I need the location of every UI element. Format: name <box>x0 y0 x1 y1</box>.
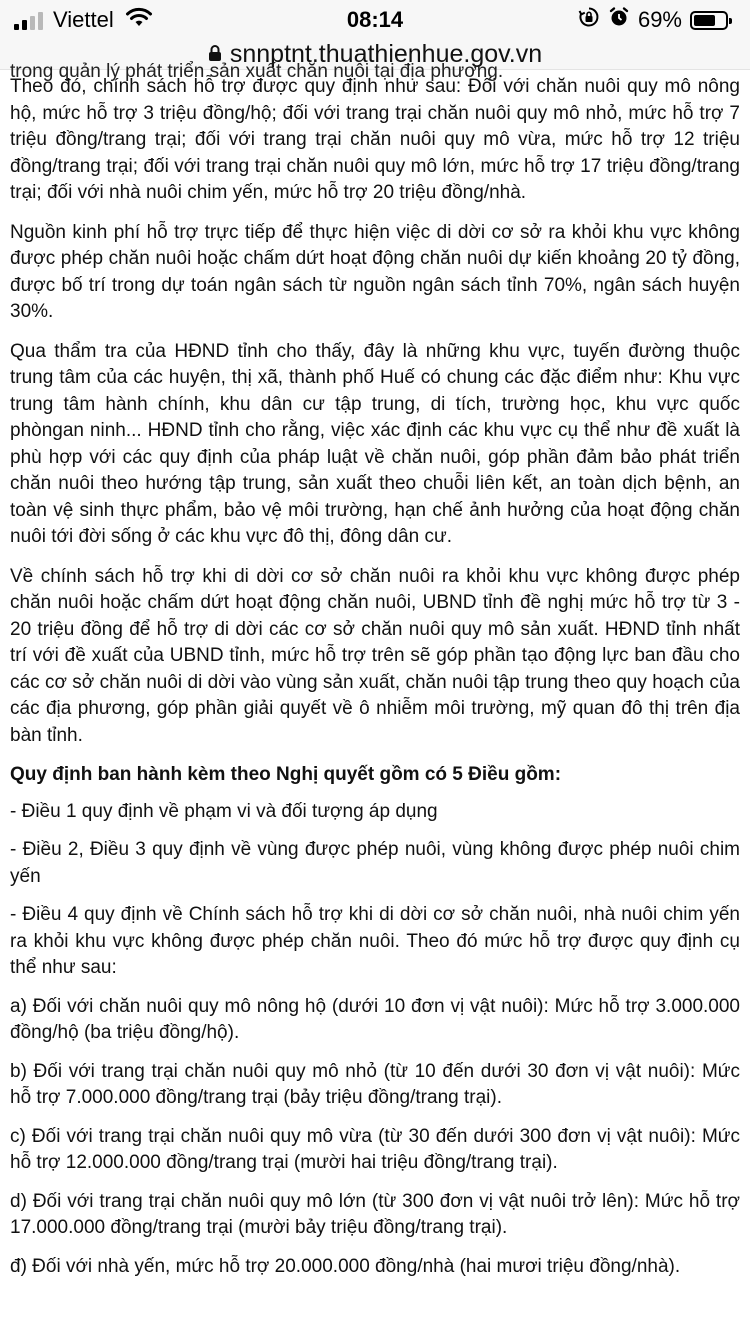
list-item: a) Đối với chăn nuôi quy mô nông hộ (dưới 10 đơn vị vật nuôi): Mức hỗ trợ 3.000.000 đồng/hộ (ba triệu đồng/hộ). <box>10 995 740 1043</box>
article-content <box>0 61 750 1334</box>
list-item: c) Đối với trang trại chăn nuôi quy mô vừa (từ 30 đến dưới 300 đơn vị vật nuôi): Mức hỗ trợ 12.000.000 đồng/trang trại (mười hai triệu đồng/trang trại). <box>10 1125 740 1173</box>
battery-percent: 69% <box>637 7 682 32</box>
rotation-lock-icon <box>578 6 600 34</box>
list-item: d) Đối với trang trại chăn nuôi quy mô lớn (từ 300 đơn vị vật nuôi trở lên): Mức hỗ trợ 17.000.000 đồng/trang trại (mười bảy triệu đồng/trang trại). <box>10 1190 740 1238</box>
list-item: - Điều 1 quy định về phạm vi và đối tượng áp dụng <box>10 800 438 822</box>
status-right <box>578 6 728 34</box>
url-text[interactable]: snnptnt.thuathienhue.gov.vn <box>229 40 543 68</box>
alarm-icon <box>608 6 630 34</box>
article-paragraph: Nguồn kinh phí hỗ trợ trực tiếp để thực hiện việc di dời cơ sở ra khỏi khu vực không được phép chăn nuôi hoặc chấm dứt hoạt động chăn nuôi dự kiến khoảng 20 tỷ đồng, được bố trí trong dự toán ngân sách từ nguồn ngân sách tỉnh 70%, ngân sách huyện 30%. <box>10 221 740 322</box>
battery-level <box>694 15 715 26</box>
list-item: đ) Đối với nhà yến, mức hỗ trợ 20.000.000 đồng/nhà (hai mươi triệu đồng/nhà). <box>10 1255 681 1277</box>
status-clock: 08:14 <box>346 7 404 32</box>
truncated-line-text: trong quản lý phát triển sản xuất chăn nuôi tại địa phương. <box>10 61 504 82</box>
status-bar <box>0 0 750 40</box>
battery-icon <box>690 11 728 30</box>
truncated-line <box>10 60 740 82</box>
carrier-name: Viettel <box>53 7 114 32</box>
article-paragraph: Theo đó, chính sách hỗ trợ được quy định như sau: Đối với chăn nuôi quy mô nông hộ, mức hỗ trợ 3 triệu đồng/hộ; đối với trang trại chăn nuôi quy mô nhỏ, mức hỗ trợ 7 triệu đồng/trang trại; đối với trang trại chăn nuôi quy mô vừa, mức hỗ trợ 12 triệu đồng/trang trại; đối với trang trại chăn nuôi quy mô lớn, mức hỗ trợ 17 triệu đồng/trang trại; đối với nhà nuôi chim yến, mức hỗ trợ 20 triệu đồng/nhà. <box>10 76 740 203</box>
article-paragraph: Về chính sách hỗ trợ khi di dời cơ sở chăn nuôi ra khỏi khu vực không được phép chăn nuôi hoặc chấm dứt hoạt động chăn nuôi, UBND tỉnh đề nghị mức hỗ trợ từ 3 - 20 triệu đồng để hỗ trợ di dời các cơ sở chăn nuôi quy mô sản xuất. HĐND tỉnh nhất trí với đề xuất của UBND tỉnh, mức hỗ trợ trên sẽ góp phần tạo động lực ban đầu cho các cơ sở chăn nuôi di dời vào vùng sản xuất, chăn nuôi tập trung theo quy hoạch của các địa phương, góp phần giải quyết về ô nhiễm môi trường, mỹ quan đô thị trên địa bàn tỉnh. <box>10 565 740 746</box>
list-item: b) Đối với trang trại chăn nuôi quy mô nhỏ (từ 10 đến dưới 30 đơn vị vật nuôi): Mức hỗ trợ 7.000.000 đồng/trang trại (bảy triệu đồng/trang trại). <box>10 1060 740 1108</box>
section-heading: Quy định ban hành kèm theo Nghị quyết gồm có 5 Điều gồm: <box>10 764 562 785</box>
list-item: - Điều 4 quy định về Chính sách hỗ trợ khi di dời cơ sở chăn nuôi, nhà nuôi chim yến ra khỏi khu vực không được phép chăn nuôi. Theo đó mức hỗ trợ được quy định cụ thể như sau: <box>10 904 740 978</box>
list-item: - Điều 2, Điều 3 quy định về vùng được phép nuôi, vùng không được phép nuôi chim yến <box>10 839 740 887</box>
article-paragraph: Qua thẩm tra của HĐND tỉnh cho thấy, đây là những khu vực, tuyến đường thuộc trung tâm của các huyện, thị xã, thành phố Huế có chung các đặc điểm như: Khu vực trung tâm hành chính, khu dân cư tập trung, di tích, trường học, khu vực quốc phòngan ninh... HĐND tỉnh cho rằng, việc xác định các khu vực cụ thể như đề xuất là phù hợp với các quy định của pháp luật về chăn nuôi, góp phần đảm bảo phát triển chăn nuôi theo hướng tập trung, sản xuất theo chuỗi liên kết, an toàn dịch bệnh, an toàn vệ sinh thực phẩm, bảo vệ môi trường, hạn chế ảnh hưởng của hoạt động chăn nuôi tới đời sống ở các khu vực đô thị, đông dân cư. <box>10 340 740 547</box>
